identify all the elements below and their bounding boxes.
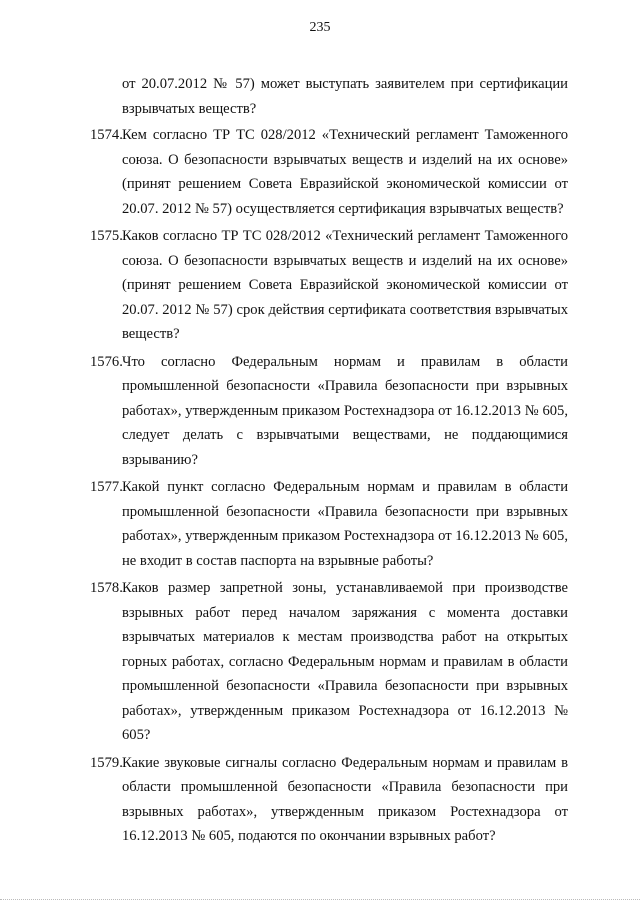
question-number: 1578. xyxy=(90,580,123,596)
question-list xyxy=(90,72,568,852)
question-item xyxy=(90,350,568,473)
question-text: Кем согласно ТР ТС 028/2012 «Технический регламент Таможенного союза. О безопасности взрывчатых веществ и изделий на их основе» (принят решением Совета Евразийской экономической комиссии от 20.07. 2012 № 57) осуществляется сертификация взрывчатых веществ? xyxy=(122,127,568,217)
question-text: Каков размер запретной зоны, устанавливаемой при производстве взрывных работ перед началом заряжания с момента доставки взрывчатых материалов к местам производства работ на открытых горных работах, согласно Федеральным нормам и правилам в области промышленной безопасности «Правила безопасности при взрывных работах», утвержденным приказом Ростехнадзора от 16.12.2013 № 605? xyxy=(122,580,568,743)
continuation-text: от 20.07.2012 № 57) может выступать заявителем при сертификации взрывчатых веществ? xyxy=(122,76,568,117)
question-number: 1575. xyxy=(90,228,123,244)
question-item xyxy=(90,751,568,849)
question-item xyxy=(90,123,568,221)
question-text: Что согласно Федеральным нормам и правилам в области промышленной безопасности «Правила безопасности при взрывных работах», утвержденным приказом Ростехнадзора от 16.12.2013 № 605, следует делать с взрывчатыми веществами, не поддающимися взрыванию? xyxy=(122,353,568,468)
question-number: 1577. xyxy=(90,479,123,495)
question-number: 1579. xyxy=(90,754,123,771)
question-text: Какой пункт согласно Федеральным нормам и правилам в области промышленной безопасности «Правила безопасности при взрывных работах», утвержденным приказом Ростехнадзора от 16.12.2013 № 605, не входит в состав паспорта на взрывные работы? xyxy=(122,479,568,569)
page-number: 235 xyxy=(309,20,331,35)
question-number: 1574. xyxy=(90,127,123,143)
question-number: 1576. xyxy=(90,353,123,370)
question-item xyxy=(90,475,568,573)
scan-edge-divider xyxy=(0,899,640,903)
question-item xyxy=(90,224,568,347)
question-text: Какие звуковые сигналы согласно Федеральным нормам и правилам в области промышленной безопасности «Правила безопасности при взрывных работах», утвержденным приказом Ростехнадзора от 16.12.2013 № 605, подаются по окончании взрывных работ? xyxy=(122,754,568,844)
question-text: Каков согласно ТР ТС 028/2012 «Технический регламент Таможенного союза. О безопасности взрывчатых веществ и изделий на их основе» (принят решением Совета Евразийской экономической комиссии от 20.07. 2012 № 57) срок действия сертификата соответствия взрывчатых веществ? xyxy=(122,228,568,342)
question-item xyxy=(90,576,568,748)
